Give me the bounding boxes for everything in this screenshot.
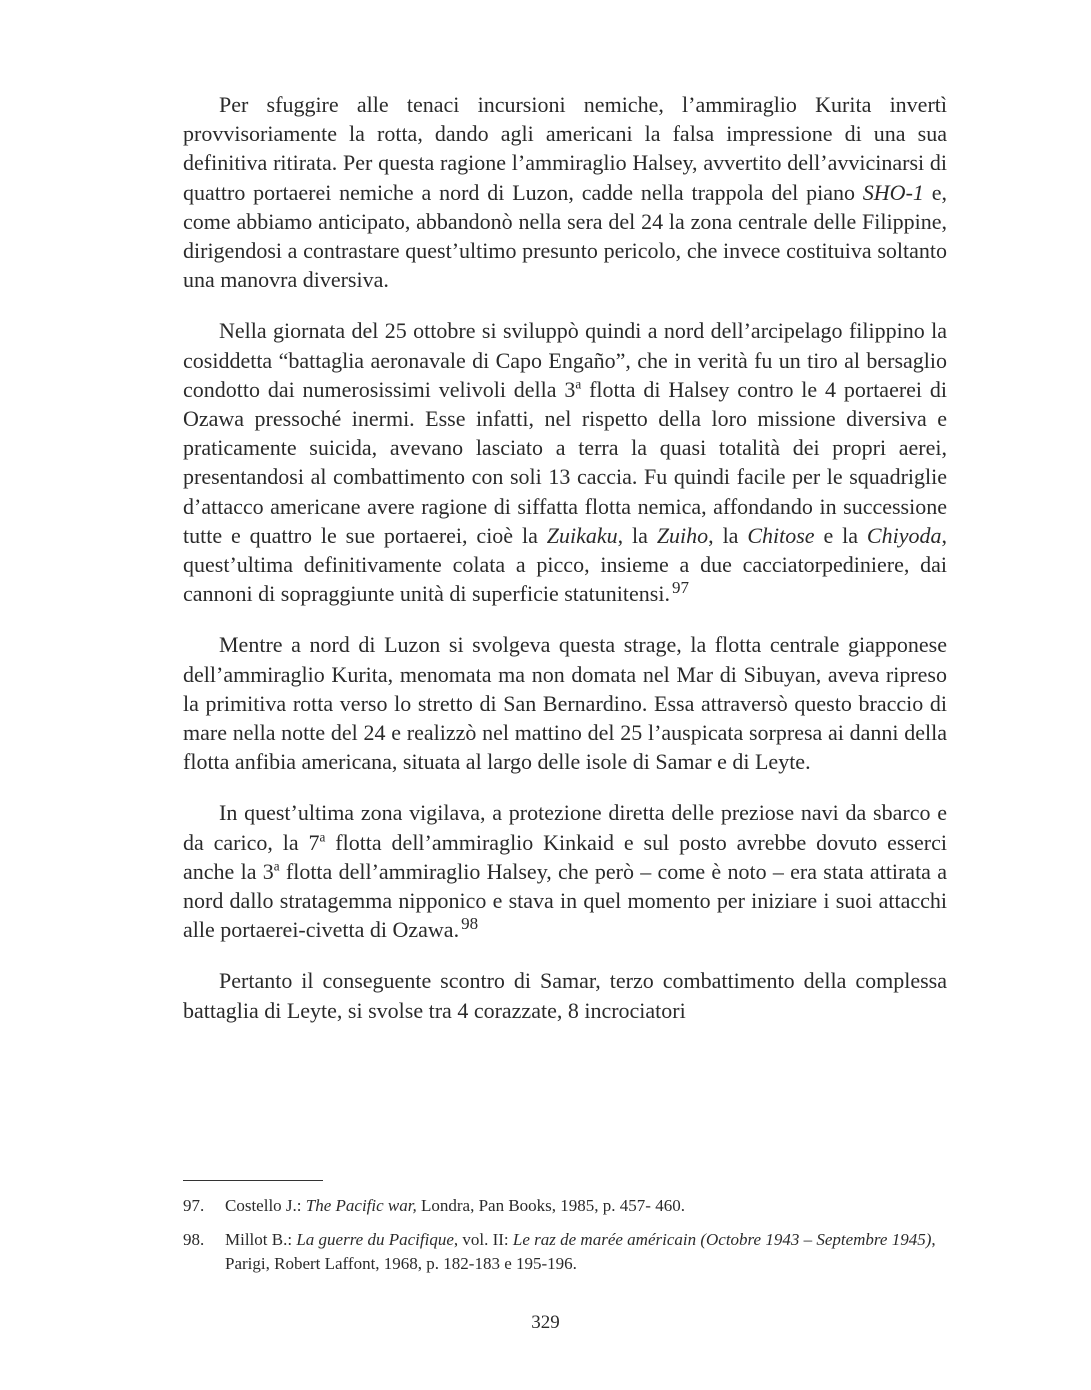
italic-text: Chiyoda: [866, 522, 942, 548]
footnote-number: 98.: [183, 1230, 205, 1249]
italic-text: Le raz de marée américain (Octobre 1943 – Septembre 1945): [512, 1230, 932, 1249]
paragraph: [183, 630, 947, 776]
text-run: Nella giornata del 25 ottobre si sviluppò quindi a nord dell’arcipelago filippino la cosiddetta “battaglia aeronavale di Capo Engaño”, che in verità fu un tiro al bersaglio condotto dai numerosissimi velivoli della 3: [183, 318, 947, 402]
page-number: 329: [531, 1312, 560, 1333]
footnote: [183, 1194, 947, 1218]
footnote-reference: 97: [671, 578, 689, 598]
text-run: , vol. II:: [453, 1230, 513, 1249]
ordinal-superscript: a: [319, 829, 326, 845]
text-run: Pertanto il conseguente scontro di Samar, terzo combattimento della complessa battaglia di Leyte, si svolse tra 4 corazzate, 8 incrociatori: [183, 968, 947, 1023]
italic-text: Chitose: [747, 522, 815, 548]
paragraph: [183, 90, 947, 294]
text-run: Mentre a nord di Luzon si svolgeva questa strage, la flotta centrale giapponese dell’ammiraglio Kurita, menomata ma non domata nel Mar di Sibuyan, aveva ripreso la primitiva rotta verso lo stretto di San Bernardino. Essa attraversò questo braccio di mare nella notte del 24 e realizzò nel mattino del 25 l’auspicata sorpresa ai danni della flotta anfibia americana, situata al largo delle isole di Samar e di Leyte.: [183, 632, 947, 775]
paragraph: [183, 966, 947, 1024]
text-run: Londra, Pan Books, 1985, p. 457- 460.: [416, 1196, 685, 1215]
footnote-number: 97.: [183, 1196, 205, 1215]
text-run: flotta dell’ammiraglio Kinkaid e sul posto avrebbe dovuto esserci anche la 3: [183, 829, 947, 884]
text-run: Costello J.:: [225, 1196, 306, 1215]
ordinal-superscript: a: [575, 376, 582, 392]
paragraph: [183, 316, 947, 608]
italic-text: Zuiho: [656, 522, 709, 548]
italic-text: Zuikaku: [546, 522, 618, 548]
text-run: Millot B.:: [225, 1230, 297, 1249]
footnote-reference: 98: [461, 914, 479, 934]
footnote: [183, 1228, 947, 1276]
italic-text: SHO-1: [862, 179, 924, 205]
footnotes-section: [183, 1180, 947, 1286]
text-run: , la: [708, 522, 748, 548]
text-run: flotta dell’ammiraglio Halsey, che però – come è noto – era stata attirata a nord dallo stratagemma nipponico e stava in quel momento per iniziare i suoi attacchi alle portaerei-civetta di Ozawa.: [183, 858, 947, 943]
text-run: , Parigi, Robert Laffont, 1968, p. 182-183 e 195-196.: [225, 1230, 936, 1273]
paragraph: [183, 798, 947, 944]
text-run: flotta di Halsey contro le 4 portaerei di Ozawa pressoché inermi. Esse infatti, nel rispetto della loro missione diversiva e praticamente suicida, avevano lasciato a terra la quasi totalità dei propri aerei, presentandosi al combattimento con soli 13 caccia. Fu quindi facile per le squadriglie d’attacco americane avere ragione di siffatta flotta nemica, affondando in successione tutte e quattro le sue portaerei, cioè la: [183, 376, 947, 548]
body-text: [183, 90, 947, 1047]
footnote-list: [183, 1194, 947, 1276]
footnote-rule: [183, 1180, 323, 1181]
text-run: e la: [814, 522, 867, 548]
text-run: e, come abbiamo anticipato, abbandonò nella sera del 24 la zona centrale delle Filippine, dirigendosi a contrastare quest’ultimo presunto pericolo, che invece costituiva soltanto una manovra diversiva.: [183, 179, 948, 293]
italic-text: The Pacific war,: [305, 1196, 417, 1215]
ordinal-superscript: a: [273, 858, 280, 874]
text-run: , quest’ultima definitivamente colata a picco, insieme a due cacciatorpediniere, dai cannoni di sopraggiunte unità di superficie statunitensi.: [183, 522, 947, 607]
italic-text: La guerre du Pacifique: [296, 1230, 454, 1249]
text-run: Per sfuggire alle tenaci incursioni nemiche, l’ammiraglio Kurita invertì provvisoriamente la rotta, dando agli americani la falsa impressione di una sua definitiva ritirata. Per questa ragione l’ammiraglio Halsey, avvertito dell’avvicinarsi di quattro portaerei nemiche a nord di Luzon, cadde nella trappola del piano: [183, 92, 947, 205]
text-run: In quest’ultima zona vigilava, a protezione diretta delle preziose navi da sbarco e da carico, la 7: [183, 800, 947, 855]
text-run: , la: [617, 522, 657, 548]
